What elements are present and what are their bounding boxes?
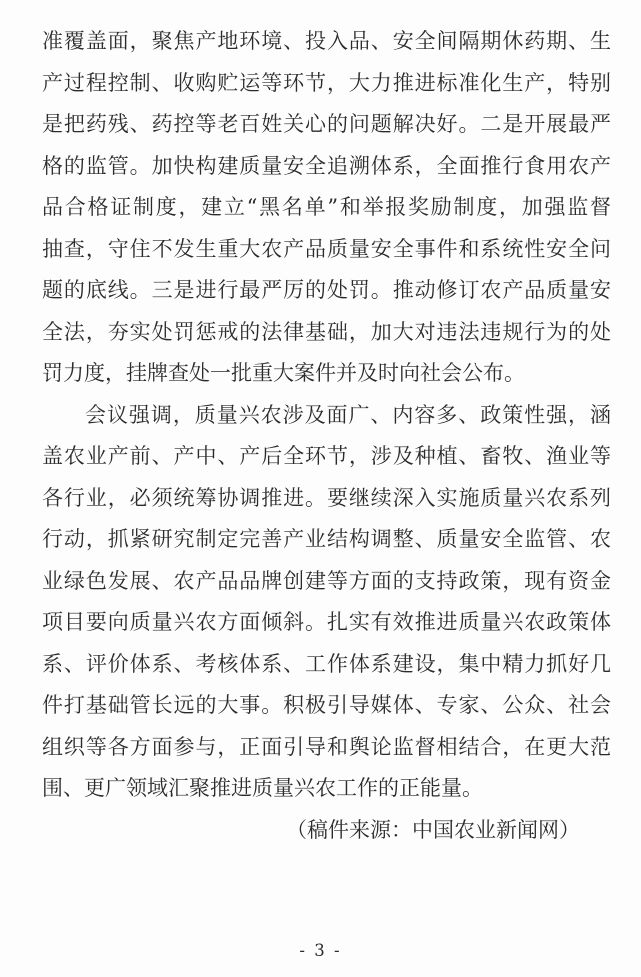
- text-line: 产过程控制、收购贮运等环节，大力推进标准化生产，特别: [42, 70, 611, 95]
- text-line: 盖农业产前、产中、产后全环节，涉及种植、畜牧、渔业等: [42, 444, 611, 468]
- text-line: 准覆盖面，聚焦产地环境、投入品、安全间隔期休药期、生: [42, 29, 611, 53]
- paragraph-1: [42, 21, 611, 395]
- source-attribution: （稿件来源：中国农业新闻网）: [286, 817, 580, 842]
- text-line: 抽查，守住不发生重大农产品质量安全事件和系统性安全问: [42, 236, 611, 261]
- text-block: [42, 21, 611, 851]
- text-line: 品合格证制度，建立“黑名单”和举报奖励制度，加强监督: [42, 195, 611, 219]
- text-line: 各行业，必须统筹协调推进。要继续深入实施质量兴农系列: [42, 485, 611, 510]
- page-number: - 3 -: [299, 941, 342, 960]
- text-line: 全法，夯实处罚惩戒的法律基础，加大对违法违规行为的处: [42, 319, 611, 344]
- paragraph-2: [42, 395, 611, 810]
- text-line: 题的底线。三是进行最严厉的处罚。推动修订农产品质量安: [42, 278, 611, 302]
- text-line: 业绿色发展、农产品品牌创建等方面的支持政策，现有资金: [42, 568, 611, 593]
- text-line: 组织等各方面参与，正面引导和舆论监督相结合，在更大范: [42, 734, 611, 759]
- text-line: 罚力度，挂牌查处一批重大案件并及时向社会公布。: [42, 361, 525, 385]
- text-line: 件打基础管长远的大事。积极引导媒体、专家、公众、社会: [42, 693, 611, 717]
- text-line: 格的监管。加快构建质量安全追溯体系，全面推行食用农产: [42, 153, 611, 178]
- text-line: 系、评价体系、考核体系、工作体系建设，集中精力抓好几: [42, 651, 611, 676]
- text-line: 会议强调，质量兴农涉及面广、内容多、政策性强，涵: [85, 402, 611, 427]
- text-line: 是把药残、药控等老百姓关心的问题解决好。二是开展最严: [42, 112, 611, 136]
- text-line: 围、更广领域汇聚推进质量兴农工作的正能量。: [42, 776, 483, 800]
- text-line: 行动，抓紧研究制定完善产业结构调整、质量安全监管、农: [42, 527, 611, 551]
- text-line: 项目要向质量兴农方面倾斜。扎实有效推进质量兴农政策体: [42, 610, 611, 634]
